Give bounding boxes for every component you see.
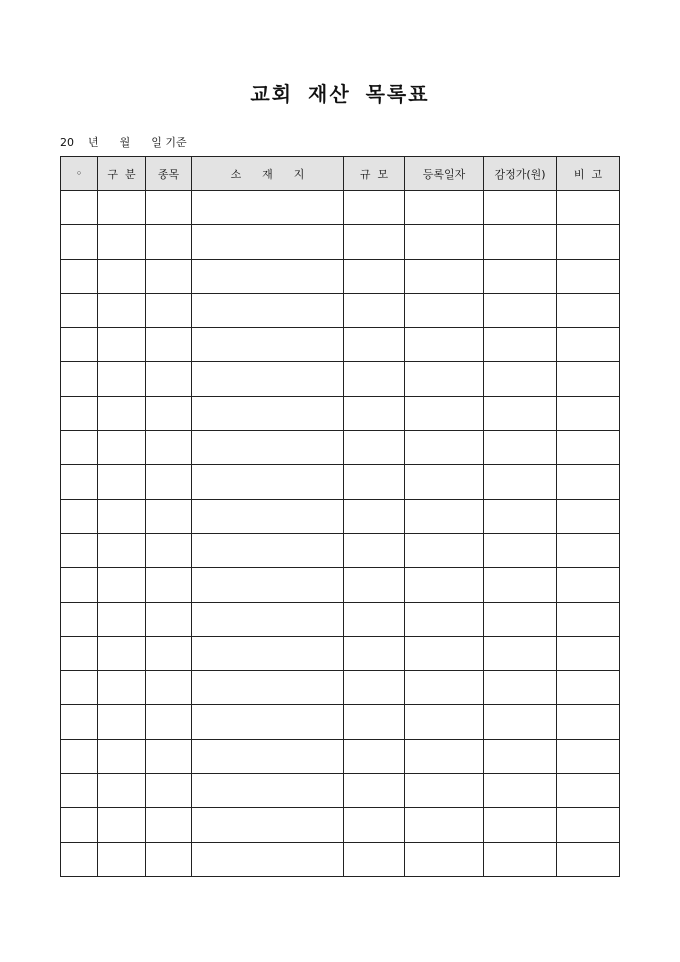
cell-location bbox=[192, 533, 344, 567]
cell-item-type bbox=[146, 396, 192, 430]
cell-appraised-value bbox=[484, 396, 557, 430]
cell-size bbox=[344, 568, 405, 602]
header-marker: ◦ bbox=[61, 157, 98, 191]
cell-item-type bbox=[146, 431, 192, 465]
cell-location bbox=[192, 636, 344, 670]
cell-category bbox=[98, 259, 146, 293]
cell-registration-date bbox=[405, 328, 484, 362]
cell-marker bbox=[61, 705, 98, 739]
cell-size bbox=[344, 396, 405, 430]
cell-registration-date bbox=[405, 396, 484, 430]
cell-remarks bbox=[557, 293, 620, 327]
cell-marker bbox=[61, 602, 98, 636]
cell-size bbox=[344, 465, 405, 499]
cell-size bbox=[344, 602, 405, 636]
cell-location bbox=[192, 568, 344, 602]
cell-category bbox=[98, 191, 146, 225]
cell-category bbox=[98, 808, 146, 842]
cell-registration-date bbox=[405, 842, 484, 876]
cell-registration-date bbox=[405, 808, 484, 842]
cell-appraised-value bbox=[484, 465, 557, 499]
cell-category bbox=[98, 774, 146, 808]
cell-category bbox=[98, 431, 146, 465]
cell-remarks bbox=[557, 225, 620, 259]
cell-registration-date bbox=[405, 362, 484, 396]
cell-location bbox=[192, 293, 344, 327]
cell-category bbox=[98, 533, 146, 567]
cell-registration-date bbox=[405, 293, 484, 327]
cell-remarks bbox=[557, 842, 620, 876]
cell-registration-date bbox=[405, 568, 484, 602]
cell-size bbox=[344, 362, 405, 396]
cell-registration-date bbox=[405, 499, 484, 533]
cell-location bbox=[192, 431, 344, 465]
cell-appraised-value bbox=[484, 191, 557, 225]
cell-size bbox=[344, 431, 405, 465]
property-list-table bbox=[60, 156, 620, 877]
cell-marker bbox=[61, 568, 98, 602]
cell-size bbox=[344, 808, 405, 842]
cell-marker bbox=[61, 671, 98, 705]
cell-category bbox=[98, 568, 146, 602]
cell-remarks bbox=[557, 739, 620, 773]
cell-location bbox=[192, 602, 344, 636]
cell-remarks bbox=[557, 191, 620, 225]
header-registration-date: 등록일자 bbox=[405, 157, 484, 191]
cell-location bbox=[192, 705, 344, 739]
cell-item-type bbox=[146, 808, 192, 842]
cell-registration-date bbox=[405, 533, 484, 567]
cell-marker bbox=[61, 636, 98, 670]
cell-item-type bbox=[146, 465, 192, 499]
cell-appraised-value bbox=[484, 705, 557, 739]
cell-item-type bbox=[146, 533, 192, 567]
cell-remarks bbox=[557, 705, 620, 739]
cell-location bbox=[192, 671, 344, 705]
cell-category bbox=[98, 465, 146, 499]
cell-registration-date bbox=[405, 705, 484, 739]
cell-registration-date bbox=[405, 465, 484, 499]
cell-remarks bbox=[557, 396, 620, 430]
header-remarks: 비 고 bbox=[557, 157, 620, 191]
cell-appraised-value bbox=[484, 671, 557, 705]
cell-item-type bbox=[146, 259, 192, 293]
header-size: 규 모 bbox=[344, 157, 405, 191]
cell-appraised-value bbox=[484, 636, 557, 670]
header-location: 소 재 지 bbox=[192, 157, 344, 191]
table-row bbox=[61, 671, 620, 705]
cell-item-type bbox=[146, 705, 192, 739]
cell-location bbox=[192, 465, 344, 499]
cell-size bbox=[344, 293, 405, 327]
document-title: 교회 재산 목록표 bbox=[250, 82, 430, 106]
cell-size bbox=[344, 671, 405, 705]
cell-remarks bbox=[557, 465, 620, 499]
cell-category bbox=[98, 636, 146, 670]
cell-item-type bbox=[146, 362, 192, 396]
table-row bbox=[61, 533, 620, 567]
cell-item-type bbox=[146, 671, 192, 705]
cell-location bbox=[192, 396, 344, 430]
cell-marker bbox=[61, 431, 98, 465]
cell-size bbox=[344, 774, 405, 808]
cell-category bbox=[98, 225, 146, 259]
cell-size bbox=[344, 225, 405, 259]
cell-category bbox=[98, 739, 146, 773]
table-row bbox=[61, 328, 620, 362]
cell-category bbox=[98, 842, 146, 876]
cell-size bbox=[344, 842, 405, 876]
cell-size bbox=[344, 705, 405, 739]
cell-marker bbox=[61, 499, 98, 533]
cell-category bbox=[98, 705, 146, 739]
cell-marker bbox=[61, 293, 98, 327]
table-row bbox=[61, 808, 620, 842]
cell-appraised-value bbox=[484, 293, 557, 327]
table-row bbox=[61, 259, 620, 293]
cell-location bbox=[192, 842, 344, 876]
table-header-row bbox=[61, 157, 620, 191]
cell-registration-date bbox=[405, 636, 484, 670]
cell-appraised-value bbox=[484, 808, 557, 842]
table-row bbox=[61, 774, 620, 808]
table-row bbox=[61, 362, 620, 396]
cell-size bbox=[344, 533, 405, 567]
header-appraised-value: 감정가(원) bbox=[484, 157, 557, 191]
cell-appraised-value bbox=[484, 362, 557, 396]
cell-remarks bbox=[557, 362, 620, 396]
cell-marker bbox=[61, 362, 98, 396]
reference-date-line: 20 년 월 일 기준 bbox=[60, 136, 187, 149]
cell-appraised-value bbox=[484, 225, 557, 259]
table-row bbox=[61, 396, 620, 430]
cell-category bbox=[98, 362, 146, 396]
table-row bbox=[61, 568, 620, 602]
cell-marker bbox=[61, 396, 98, 430]
cell-item-type bbox=[146, 328, 192, 362]
table-row bbox=[61, 602, 620, 636]
cell-marker bbox=[61, 842, 98, 876]
table-row bbox=[61, 465, 620, 499]
cell-location bbox=[192, 225, 344, 259]
table-row bbox=[61, 293, 620, 327]
cell-appraised-value bbox=[484, 739, 557, 773]
cell-remarks bbox=[557, 431, 620, 465]
cell-marker bbox=[61, 225, 98, 259]
cell-item-type bbox=[146, 293, 192, 327]
cell-marker bbox=[61, 774, 98, 808]
cell-remarks bbox=[557, 671, 620, 705]
table-row bbox=[61, 636, 620, 670]
cell-item-type bbox=[146, 636, 192, 670]
cell-location bbox=[192, 328, 344, 362]
cell-appraised-value bbox=[484, 774, 557, 808]
cell-marker bbox=[61, 739, 98, 773]
cell-size bbox=[344, 328, 405, 362]
cell-item-type bbox=[146, 499, 192, 533]
cell-size bbox=[344, 739, 405, 773]
cell-marker bbox=[61, 533, 98, 567]
cell-location bbox=[192, 499, 344, 533]
cell-appraised-value bbox=[484, 568, 557, 602]
cell-appraised-value bbox=[484, 602, 557, 636]
cell-category bbox=[98, 499, 146, 533]
cell-item-type bbox=[146, 739, 192, 773]
cell-registration-date bbox=[405, 774, 484, 808]
table-body bbox=[61, 191, 620, 877]
cell-appraised-value bbox=[484, 431, 557, 465]
table-row bbox=[61, 191, 620, 225]
cell-appraised-value bbox=[484, 533, 557, 567]
cell-registration-date bbox=[405, 191, 484, 225]
header-item-type: 종목 bbox=[146, 157, 192, 191]
table-row bbox=[61, 499, 620, 533]
cell-remarks bbox=[557, 328, 620, 362]
cell-remarks bbox=[557, 808, 620, 842]
cell-location bbox=[192, 259, 344, 293]
cell-location bbox=[192, 808, 344, 842]
cell-marker bbox=[61, 191, 98, 225]
cell-appraised-value bbox=[484, 842, 557, 876]
table-row bbox=[61, 431, 620, 465]
cell-location bbox=[192, 739, 344, 773]
cell-remarks bbox=[557, 259, 620, 293]
cell-size bbox=[344, 636, 405, 670]
cell-registration-date bbox=[405, 671, 484, 705]
cell-size bbox=[344, 191, 405, 225]
table-row bbox=[61, 225, 620, 259]
cell-category bbox=[98, 396, 146, 430]
header-category: 구 분 bbox=[98, 157, 146, 191]
cell-appraised-value bbox=[484, 328, 557, 362]
cell-size bbox=[344, 259, 405, 293]
table-row bbox=[61, 739, 620, 773]
cell-category bbox=[98, 293, 146, 327]
cell-remarks bbox=[557, 499, 620, 533]
cell-category bbox=[98, 671, 146, 705]
cell-marker bbox=[61, 328, 98, 362]
cell-size bbox=[344, 499, 405, 533]
cell-registration-date bbox=[405, 431, 484, 465]
cell-remarks bbox=[557, 636, 620, 670]
cell-location bbox=[192, 191, 344, 225]
cell-marker bbox=[61, 808, 98, 842]
cell-registration-date bbox=[405, 259, 484, 293]
cell-marker bbox=[61, 259, 98, 293]
cell-remarks bbox=[557, 533, 620, 567]
cell-remarks bbox=[557, 774, 620, 808]
cell-location bbox=[192, 774, 344, 808]
cell-category bbox=[98, 328, 146, 362]
cell-appraised-value bbox=[484, 259, 557, 293]
cell-item-type bbox=[146, 191, 192, 225]
cell-item-type bbox=[146, 842, 192, 876]
cell-item-type bbox=[146, 774, 192, 808]
cell-item-type bbox=[146, 602, 192, 636]
cell-category bbox=[98, 602, 146, 636]
table-row bbox=[61, 842, 620, 876]
cell-item-type bbox=[146, 225, 192, 259]
cell-remarks bbox=[557, 602, 620, 636]
table-row bbox=[61, 705, 620, 739]
cell-remarks bbox=[557, 568, 620, 602]
cell-registration-date bbox=[405, 225, 484, 259]
cell-location bbox=[192, 362, 344, 396]
cell-registration-date bbox=[405, 602, 484, 636]
cell-appraised-value bbox=[484, 499, 557, 533]
cell-marker bbox=[61, 465, 98, 499]
cell-registration-date bbox=[405, 739, 484, 773]
cell-item-type bbox=[146, 568, 192, 602]
